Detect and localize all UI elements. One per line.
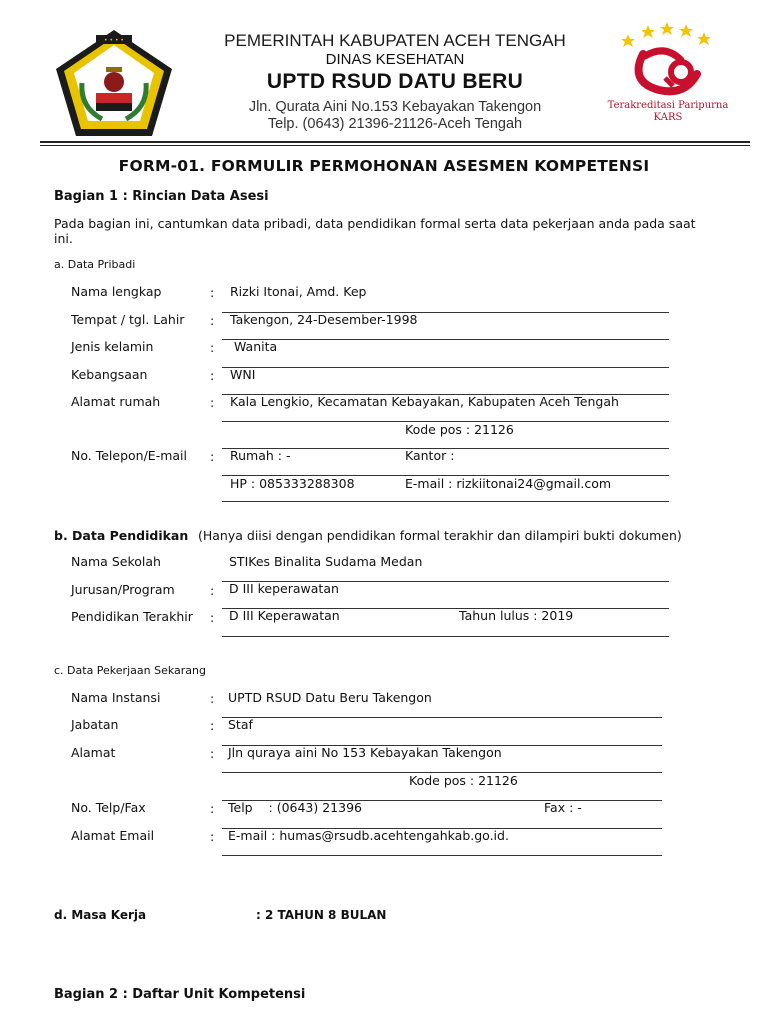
field-underline [222, 855, 662, 856]
colon: : [210, 801, 215, 816]
position-label: Jabatan [71, 717, 119, 732]
section-1-intro-cont: ini. [54, 231, 73, 246]
colon: : [210, 368, 215, 383]
colon: : [210, 285, 215, 300]
field-underline [222, 636, 669, 637]
education-note: (Hanya diisi dengan pendidikan formal terakhir dan dilampiri bukti dokumen) [198, 528, 682, 543]
regency-shield-emblem-icon [52, 27, 176, 139]
office-phone-value[interactable]: Kantor : [405, 448, 455, 463]
work-period-label: d. Masa Kerja [54, 908, 147, 922]
kars-accreditation-logo-icon [615, 20, 720, 100]
home-address-value[interactable]: Kala Lengkio, Kecamatan Kebayakan, Kabupaten Aceh Tengah [230, 394, 619, 409]
header-divider-thin [40, 145, 750, 146]
section-2-title: Bagian 2 : Daftar Unit Kompetensi [54, 987, 306, 1002]
last-education-label: Pendidikan Terakhir [71, 609, 193, 624]
gender-label: Jenis kelamin [71, 339, 154, 354]
colon: : [210, 829, 215, 844]
nationality-value[interactable]: WNI [230, 367, 256, 382]
personal-data-heading: a. Data Pribadi [54, 258, 136, 271]
accreditation-text: Terakreditasi Paripurna [607, 100, 729, 111]
office-email-value[interactable]: E-mail : humas@rsudb.acehtengahkab.go.id. [228, 828, 509, 843]
header-phone: Telp. (0643) 21396-21126-Aceh Tengah [267, 116, 523, 132]
header-hospital-name: UPTD RSUD DATU BERU [266, 70, 524, 93]
education-heading: b. Data Pendidikan [54, 528, 189, 543]
svg-text:• • • •: • • • • [104, 37, 124, 44]
office-phone-fax-label: No. Telp/Fax [71, 800, 146, 815]
colon: : [210, 746, 215, 761]
home-address-label: Alamat rumah [71, 394, 161, 409]
major-value[interactable]: D III keperawatan [229, 581, 339, 596]
full-name-label: Nama lengkap [71, 284, 162, 299]
employment-heading: c. Data Pekerjaan Sekarang [54, 664, 206, 677]
colon: : [210, 718, 215, 733]
colon: : [210, 395, 215, 410]
office-address-value[interactable]: Jln quraya aini No 153 Kebayakan Takengon [228, 745, 502, 760]
field-underline [222, 367, 669, 368]
school-name-value[interactable]: STIKes Binalita Sudama Medan [229, 554, 423, 569]
birth-label: Tempat / tgl. Lahir [71, 312, 185, 327]
office-phone-value[interactable]: Telp : (0643) 21396 [228, 800, 362, 815]
section-1-title: Bagian 1 : Rincian Data Asesi [54, 189, 269, 204]
school-name-label: Nama Sekolah [71, 554, 161, 569]
office-address-label: Alamat [71, 745, 116, 760]
mobile-phone-value[interactable]: HP : 085333288308 [230, 476, 355, 491]
gender-value[interactable]: Wanita [234, 339, 278, 354]
office-fax-value[interactable]: Fax : - [544, 800, 582, 815]
position-value[interactable]: Staf [228, 717, 253, 732]
header-address: Jln. Qurata Aini No.153 Kebayakan Takengon [248, 99, 542, 115]
colon: : [210, 583, 215, 598]
colon: : [210, 691, 215, 706]
accreditation-kars-text: KARS [653, 112, 683, 123]
header-government-line: PEMERINTAH KABUPATEN ACEH TENGAH [224, 31, 566, 50]
field-underline [222, 339, 669, 340]
colon: : [210, 610, 215, 625]
personal-email-value[interactable]: E-mail : rizkiitonai24@gmail.com [405, 476, 612, 491]
birth-value[interactable]: Takengon, 24-Desember-1998 [230, 312, 418, 327]
colon: : [210, 449, 215, 464]
last-education-value[interactable]: D III Keperawatan [229, 608, 340, 623]
section-1-intro: Pada bagian ini, cantumkan data pribadi, data pendidikan formal serta data pekerjaan anda pada saat [54, 216, 696, 231]
phone-email-label: No. Telepon/E-mail [71, 448, 187, 463]
form-title: FORM-01. FORMULIR PERMOHONAN ASESMEN KOMPETENSI [118, 157, 650, 175]
home-phone-value[interactable]: Rumah : - [230, 448, 291, 463]
work-period-value: : 2 TAHUN 8 BULAN [256, 908, 387, 922]
institution-value[interactable]: UPTD RSUD Datu Beru Takengon [228, 690, 432, 705]
header-divider-thick [40, 141, 750, 143]
nationality-label: Kebangsaan [71, 367, 148, 382]
office-postal-code[interactable]: Kode pos : 21126 [409, 773, 518, 788]
full-name-value[interactable]: Rizki Itonai, Amd. Kep [230, 284, 367, 299]
field-underline [222, 717, 662, 718]
field-underline [222, 501, 669, 502]
graduation-year-value[interactable]: Tahun lulus : 2019 [459, 608, 574, 623]
colon: : [210, 313, 215, 328]
header-department-line: DINAS KESEHATAN [325, 51, 465, 68]
colon: : [210, 340, 215, 355]
major-label: Jurusan/Program [71, 582, 175, 597]
institution-label: Nama Instansi [71, 690, 161, 705]
home-postal-code[interactable]: Kode pos : 21126 [405, 422, 514, 437]
office-email-label: Alamat Email [71, 828, 155, 843]
